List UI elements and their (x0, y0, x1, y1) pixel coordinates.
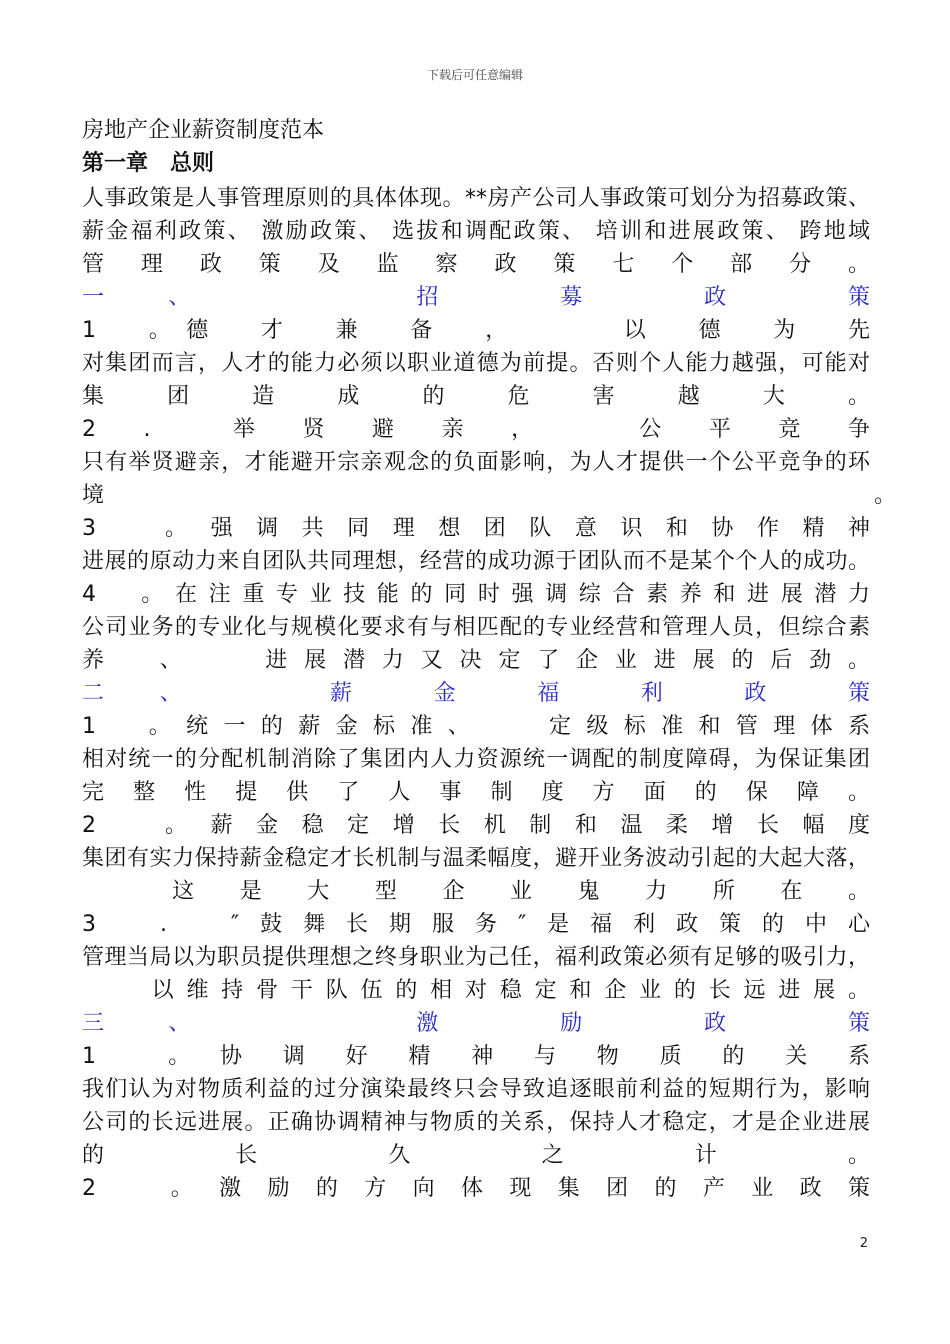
text-line: 人事政策是人事管理原则的具体体现。**房产公司人事政策可划分为招募政策、 (82, 186, 870, 211)
text-line: 1 。统一的薪金标准、 定级标准和管理体系 (82, 714, 870, 739)
text-line: 1 。德 才 兼 备 ， 以 德 为 先 (82, 318, 870, 343)
text-line: 的 长 久 之 计 。 (82, 1143, 870, 1168)
text-line: 我们认为对物质利益的过分演染最终只会导致追逐眼前利益的短期行为，影响 (82, 1077, 870, 1102)
text-line: 一 、 招 募 政 策 (82, 285, 870, 310)
text-line: 管理政策及监察政策七个部分。 (82, 252, 870, 277)
chapter-heading: 第一章 总则 (82, 151, 215, 176)
text-line: 相对统一的分配机制消除了集团内人力资源统一调配的制度障碍，为保证集团 (82, 747, 870, 772)
text-line: 3 . ″鼓舞长期服务″是福利政策的中心 (82, 912, 870, 937)
text-line: 境 。 (82, 483, 897, 508)
text-line: 3 。强调共同理想团队意识和协作精神 (82, 516, 870, 541)
text-line: 三 、 激 励 政 策 (82, 1011, 870, 1036)
text-line: 2 。薪金稳定增长机制和温柔增长幅度 (82, 813, 870, 838)
text-line: 对集团而言，人才的能力必须以职业道德为前提。否则个人能力越强，可能对 (82, 351, 870, 376)
paragraph-lines (82, 182, 897, 1205)
page-number: 2 (859, 1236, 868, 1251)
text-line: 进展的原动力来自团队共同理想，经营的成功源于团队而不是某个个人的成功。 (82, 549, 870, 574)
text-line: 养 、 进展潜力又决定了企业进展的后劲。 (82, 648, 870, 673)
text-line: 这 是 大 型 企 业 鬼 力 所 在 。 (82, 879, 870, 904)
text-line: 二 、 薪 金 福 利 政 策 (82, 681, 870, 706)
text-line: 管理当局以为职员提供理想之终身职业为己任，福利政策必须有足够的吸引力， (82, 945, 870, 970)
page-header: 下载后可任意编辑 (426, 68, 523, 82)
text-line: 以维持骨干队伍的相对稳定和企业的长远进展。 (82, 978, 870, 1003)
text-line: 公司业务的专业化与规模化要求有与相匹配的专业经营和管理人员，但综合素 (82, 615, 870, 640)
text-line: 2 . 举 贤 避 亲 ， 公 平 竞 争 (82, 417, 870, 442)
text-line: 只有举贤避亲，才能避开宗亲观念的负面影响，为人才提供一个公平竞争的环 (82, 450, 870, 475)
text-line: 集团有实力保持薪金稳定才长机制与温柔幅度，避开业务波动引起的大起大落， (82, 846, 870, 871)
text-line: 集团造成的危害越大。 (82, 384, 870, 409)
document-body (82, 116, 897, 1205)
text-line: 薪金福利政策、 激励政策、 选拔和调配政策、 培训和进展政策、 跨地域 (82, 219, 870, 244)
text-line: 2 。激励的方向体现集团的产业政策 (82, 1176, 870, 1201)
text-line: 1 。 协 调 好 精 神 与 物 质 的 关 系 (82, 1044, 870, 1069)
text-line: 4 。在注重专业技能的同时强调综合素养和进展潜力 (82, 582, 870, 607)
document-title: 房地产企业薪资制度范本 (82, 118, 325, 143)
text-line: 公司的长远进展。正确协调精神与物质的关系，保持人才稳定，才是企业进展 (82, 1110, 870, 1135)
text-line: 完整性提供了人事制度方面的保障。 (82, 780, 870, 805)
